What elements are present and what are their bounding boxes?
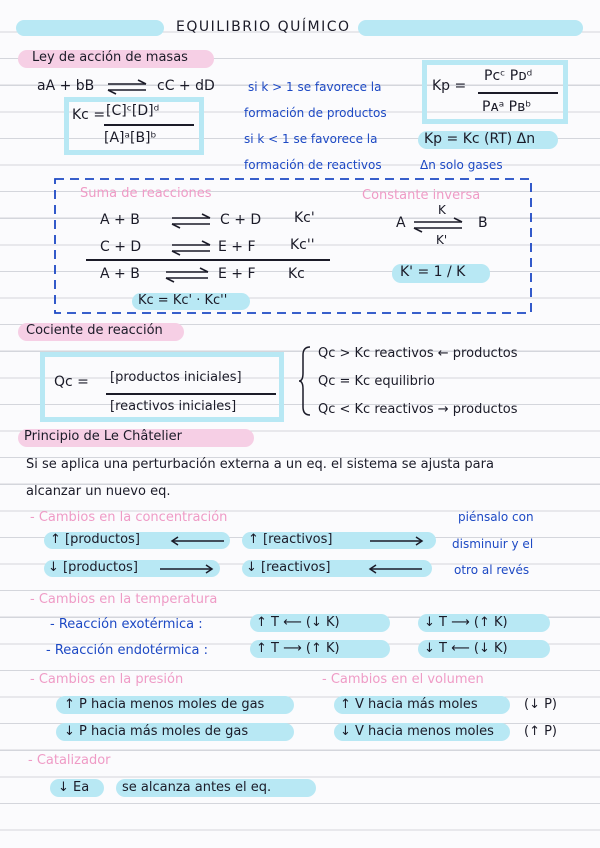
vol-heading: - Cambios en el volumen bbox=[322, 672, 484, 687]
suma-heading: Suma de reacciones bbox=[80, 186, 212, 201]
cat-a: ↓ Ea bbox=[58, 780, 90, 795]
equilibrium-arrow-icon bbox=[414, 218, 464, 232]
chatelier-text-1: Si se aplica una perturbación externa a un eq. el sistema se ajusta para bbox=[26, 457, 494, 472]
kp-denominator: Pᴀᵃ Pʙᵇ bbox=[482, 99, 532, 115]
suma-r1-left: A + B bbox=[100, 212, 140, 228]
pres-heading: - Cambios en la presión bbox=[30, 672, 184, 687]
delta-note: Δn solo gases bbox=[420, 158, 503, 172]
inversa-relation: K' = 1 / K bbox=[400, 264, 466, 280]
note-productos: formación de productos bbox=[244, 106, 387, 120]
suma-r1-right: C + D bbox=[220, 212, 262, 228]
vol-1b: (↓ P) bbox=[524, 697, 558, 712]
endo-label: - Reacción endotérmica : bbox=[46, 643, 209, 658]
brace-icon bbox=[298, 345, 312, 417]
suma-r3-k: Kc bbox=[288, 266, 305, 282]
inversa-left: A bbox=[396, 215, 406, 231]
suma-result: Kc = Kc' · Kc'' bbox=[138, 293, 228, 308]
kp-kc-relation: Kp = Kc (RT) Δn bbox=[424, 131, 536, 147]
inversa-k-top: K bbox=[438, 203, 446, 217]
chatelier-text-2: alcanzar un nuevo eq. bbox=[26, 484, 171, 499]
reaction-left: aA + bB bbox=[37, 78, 95, 94]
conc-2a: ↓ [productos] bbox=[48, 560, 138, 575]
cat-b: se alcanza antes el eq. bbox=[122, 780, 272, 795]
vol-2: ↓ V hacia menos moles bbox=[340, 724, 494, 739]
kc-label: Kc = bbox=[72, 107, 106, 123]
note-k-greater-1: si k > 1 se favorece la bbox=[248, 80, 382, 94]
kp-numerator: Pcᶜ Pᴅᵈ bbox=[484, 68, 533, 84]
suma-r3-right: E + F bbox=[218, 266, 256, 282]
inversa-right: B bbox=[478, 215, 488, 231]
equilibrium-arrow-icon bbox=[166, 268, 210, 282]
chatelier-heading: Principio de Le Châtelier bbox=[24, 429, 182, 444]
temp-heading: - Cambios en la temperatura bbox=[30, 592, 218, 607]
tip-line-1: piénsalo con bbox=[458, 510, 534, 524]
arrow-left-icon bbox=[368, 564, 424, 574]
exo-a: ↑ T ⟵ (↓ K) bbox=[256, 615, 340, 630]
suma-r2-right: E + F bbox=[218, 239, 256, 255]
qc-case-equal: Qc = Kc equilibrio bbox=[318, 374, 435, 389]
ley-heading: Ley de acción de masas bbox=[32, 50, 188, 65]
page-title: EQUILIBRIO QUÍMICO bbox=[176, 19, 351, 35]
qc-case-greater: Qc > Kc reactivos ← productos bbox=[318, 346, 518, 361]
tip-line-2: disminuir y el bbox=[452, 537, 534, 551]
cat-heading: - Catalizador bbox=[28, 753, 111, 768]
equilibrium-arrow-icon bbox=[108, 80, 148, 94]
arrow-left-icon bbox=[170, 536, 226, 546]
equilibrium-arrow-icon bbox=[172, 214, 212, 228]
note-reactivos: formación de reactivos bbox=[244, 158, 382, 172]
vol-2b: (↑ P) bbox=[524, 724, 558, 739]
qc-fraction-line bbox=[106, 393, 276, 395]
reaction-right: cC + dD bbox=[157, 78, 215, 94]
title-bar-left bbox=[16, 20, 164, 36]
pres-1: ↑ P hacia menos moles de gas bbox=[64, 697, 265, 712]
exo-b: ↓ T ⟶ (↑ K) bbox=[424, 615, 508, 630]
endo-b: ↓ T ⟵ (↓ K) bbox=[424, 641, 508, 656]
suma-sum-line bbox=[86, 259, 330, 261]
tip-line-3: otro al revés bbox=[454, 563, 530, 577]
inversa-heading: Constante inversa bbox=[362, 188, 481, 203]
exo-label: - Reacción exotérmica : bbox=[50, 617, 203, 632]
pres-2: ↓ P hacia más moles de gas bbox=[64, 724, 249, 739]
qc-numerator: [productos iniciales] bbox=[110, 370, 242, 385]
conc-heading: - Cambios en la concentración bbox=[30, 510, 228, 525]
note-k-less-1: si k < 1 se favorece la bbox=[244, 132, 378, 146]
conc-1b: ↑ [reactivos] bbox=[248, 532, 333, 547]
kc-numerator: [C]ᶜ[D]ᵈ bbox=[106, 103, 160, 119]
inversa-k-bottom: K' bbox=[436, 233, 448, 247]
kc-denominator: [A]ᵃ[B]ᵇ bbox=[104, 130, 157, 146]
kc-fraction-line bbox=[104, 124, 194, 126]
conc-2b: ↓ [reactivos] bbox=[246, 560, 331, 575]
suma-r2-left: C + D bbox=[100, 239, 142, 255]
arrow-right-icon bbox=[368, 536, 424, 546]
qc-denominator: [reactivos iniciales] bbox=[110, 399, 237, 414]
vol-1: ↑ V hacia más moles bbox=[340, 697, 478, 712]
suma-r3-left: A + B bbox=[100, 266, 140, 282]
suma-r2-k: Kc'' bbox=[290, 237, 315, 253]
kp-fraction-line bbox=[478, 92, 558, 94]
cociente-heading: Cociente de reacción bbox=[26, 323, 163, 338]
qc-case-less: Qc < Kc reactivos → productos bbox=[318, 402, 518, 417]
kp-label: Kp = bbox=[432, 78, 467, 94]
conc-1a: ↑ [productos] bbox=[50, 532, 140, 547]
title-bar-right bbox=[358, 20, 583, 36]
equilibrium-arrow-icon bbox=[172, 241, 212, 255]
endo-a: ↑ T ⟶ (↑ K) bbox=[256, 641, 340, 656]
qc-label: Qc = bbox=[54, 374, 89, 390]
suma-r1-k: Kc' bbox=[294, 210, 315, 226]
arrow-right-icon bbox=[158, 564, 214, 574]
